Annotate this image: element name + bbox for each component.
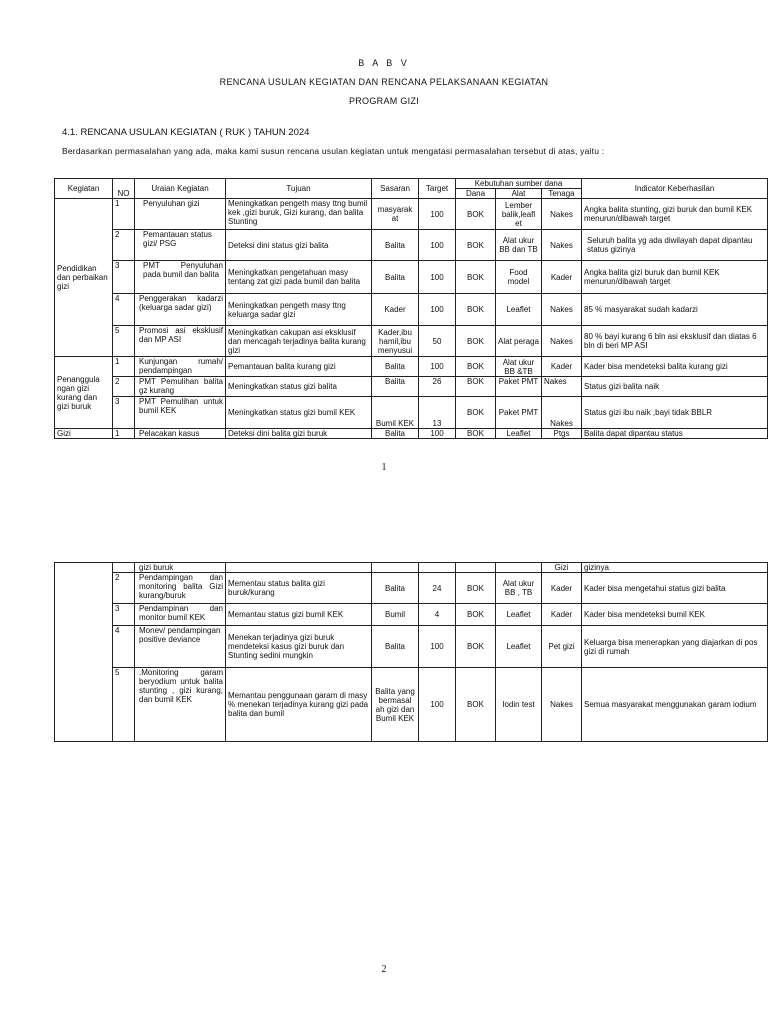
cell-tujuan: Memantau penggunaan garam di masy % menekan terjadinya kurang gizi pada balita dan bumil <box>226 668 372 742</box>
header-indicator: Indicator Keberhasilan <box>582 179 768 199</box>
cell-tujuan: Mementau status balita gizi buruk/kurang <box>226 573 372 604</box>
cell-tujuan: Meningkatkan cakupan asi eksklusif dan mencagah terjadinya balita kurang gizi <box>226 326 372 357</box>
cell-alat: Alat ukur BB dan TB <box>496 230 542 261</box>
cell-target: 100 <box>419 357 456 377</box>
cell-no: 3 <box>113 261 135 294</box>
cell-indikator: Seluruh balita yg ada diwilayah dapat dipantau status gizinya <box>582 230 768 261</box>
table-row <box>55 377 768 397</box>
cell-uraian: PMT Pemulihan balita gz kurang <box>135 377 226 397</box>
cell-dana: BOK <box>456 668 496 742</box>
cell-indikator: gizinya <box>582 563 768 573</box>
cell-target: 26 <box>419 377 456 397</box>
cell-dana: BOK <box>456 261 496 294</box>
cell-indikator: Status gizi balita naik <box>582 377 768 397</box>
cell-indikator: Kader bisa mendeteksi balita kurang gizi <box>582 357 768 377</box>
cell-indikator: Kader bisa mengetahui status gizi balita <box>582 573 768 604</box>
cell-dana: BOK <box>456 357 496 377</box>
cell-dana: BOK <box>456 377 496 397</box>
cell-indikator: Angka balita stunting, gizi buruk dan bumil KEK menurun/dibawah target <box>582 199 768 230</box>
table-row <box>55 563 768 573</box>
cell-sasaran: Balita <box>372 357 419 377</box>
cell-no: 2 <box>113 573 135 604</box>
table-row <box>55 357 768 377</box>
cell-tenaga: Nakes <box>542 294 582 326</box>
cell-no: 3 <box>113 397 135 429</box>
cell-target: 100 <box>419 261 456 294</box>
cell-target: 13 <box>419 397 456 429</box>
table-row <box>55 604 768 626</box>
cell-sasaran: Kader,ibu hamil,ibu menyusui <box>372 326 419 357</box>
cell-target: 100 <box>419 230 456 261</box>
cell-uraian: Pendampingan dan monitoring balita Gizi kurang/buruk <box>135 573 226 604</box>
cell-uraian: Pemantauan status gizi/ PSG <box>135 230 226 261</box>
cell-no: 5 <box>113 668 135 742</box>
table-row <box>55 429 768 439</box>
header-tenaga: Tenaga <box>542 189 582 199</box>
header-tujuan: Tujuan <box>226 179 372 199</box>
cell-tenaga: Nakes <box>542 199 582 230</box>
cell-indikator: Keluarga bisa menerapkan yang diajarkan di pos gizi di rumah <box>582 626 768 668</box>
cell-tenaga: Kader <box>542 357 582 377</box>
table-row <box>55 261 768 294</box>
group-penanggulangan: Penanggula ngan gizi kurang dan gizi buruk <box>55 357 113 429</box>
header-no: NO <box>113 179 135 199</box>
cell-uraian: PMT Penyuluhan pada bumil dan balita <box>135 261 226 294</box>
header-kebutuhan: Kebutuhan sumber dana <box>456 179 582 189</box>
cell-tenaga: Kader <box>542 261 582 294</box>
cell-indikator: 80 % bayi kurang 6 bln asi eksklusif dan diatas 6 bln di beri MP ASI <box>582 326 768 357</box>
table-row <box>55 326 768 357</box>
cell-uraian: Penyuluhan gizi <box>135 199 226 230</box>
cell-no: 3 <box>113 604 135 626</box>
cell-sasaran: masyarak at <box>372 199 419 230</box>
header-kegiatan: Kegiatan <box>55 179 113 199</box>
cell-alat: Iodin test <box>496 668 542 742</box>
cell-indikator: 85 % masyarakat sudah kadarzi <box>582 294 768 326</box>
cell-dana: BOK <box>456 326 496 357</box>
cell-sasaran: Balita yang bermasal ah gizi dan Bumil KEK <box>372 668 419 742</box>
cell-tenaga: Nakes <box>542 397 582 429</box>
cell-indikator: Angka balita gizi buruk dan bumil KEK menurun/dibawah target <box>582 261 768 294</box>
cell-indikator: Balita dapat dipantau status <box>582 429 768 439</box>
cell-indikator: Kader bisa mendeteksi bumil KEK <box>582 604 768 626</box>
cell-indikator: Status gizi ibu naik ,bayi tidak BBLR <box>582 397 768 429</box>
cell-alat: Leaflet <box>496 604 542 626</box>
cell-sasaran: Balita <box>372 573 419 604</box>
cell-dana: BOK <box>456 429 496 439</box>
cell-alat: Alat peraga <box>496 326 542 357</box>
cell-uraian: Penggerakan kadarzi (keluarga sadar gizi) <box>135 294 226 326</box>
cell-sasaran: Kader <box>372 294 419 326</box>
cell-tenaga: Nakes <box>542 326 582 357</box>
header-dana: Dana <box>456 189 496 199</box>
cell-alat: Paket PMT <box>496 397 542 429</box>
cell-tenaga: Nakes <box>542 377 582 397</box>
cell-sasaran: Bumil KEK <box>372 397 419 429</box>
cell-tujuan: Pemantauan balita kurang gizi <box>226 357 372 377</box>
cell-dana: BOK <box>456 397 496 429</box>
table-row <box>55 668 768 742</box>
cell-uraian: Promosi asi eksklusif dan MP ASI <box>135 326 226 357</box>
cell-tenaga: Kader <box>542 573 582 604</box>
cell-dana: BOK <box>456 294 496 326</box>
cell-alat: Leaflet <box>496 626 542 668</box>
cell-dana: BOK <box>456 199 496 230</box>
cell-tujuan: Memantau status gizi bumil KEK <box>226 604 372 626</box>
ruk-table-page2 <box>54 562 768 742</box>
header-alat: Alat <box>496 189 542 199</box>
cell-no: 4 <box>113 626 135 668</box>
cell-alat: Leaflet <box>496 294 542 326</box>
cell-target: 100 <box>419 668 456 742</box>
cell-sasaran: Balita <box>372 626 419 668</box>
cell-target: 100 <box>419 429 456 439</box>
table-row <box>55 397 768 429</box>
table-row <box>55 230 768 261</box>
cell-tujuan: Meningkatkan status gizi balita <box>226 377 372 397</box>
bab-heading: B A B V <box>358 58 410 68</box>
cell-tujuan: Meningkatkan status gizi bumil KEK <box>226 397 372 429</box>
cell-no: 2 <box>113 230 135 261</box>
cell-uraian: gizi buruk <box>135 563 226 573</box>
cell-no: 1 <box>113 357 135 377</box>
cell-target: 4 <box>419 604 456 626</box>
cell-dana: BOK <box>456 573 496 604</box>
cell-tenaga: Ptgs <box>542 429 582 439</box>
cell-tenaga: Nakes <box>542 230 582 261</box>
ruk-table-page1 <box>54 178 768 439</box>
intro-paragraph: Berdasarkan permasalahan yang ada, maka kami susun rencana usulan kegiatan untuk mengatasi permasalahan tersebut di atas, yaitu : <box>62 146 605 156</box>
cell-tenaga: Pet gizi <box>542 626 582 668</box>
cell-tujuan: Meningkatkan pengeth masy ttng bumil kek ,gizi buruk, Gizi kurang, dan balita Stunting <box>226 199 372 230</box>
cell-no: 2 <box>113 377 135 397</box>
cell-alat: Alat ukur BB &TB <box>496 357 542 377</box>
cell-tujuan: Deteksi dini status gizi balita <box>226 230 372 261</box>
cell-uraian: PMT Pemulihan untuk bumil KEK <box>135 397 226 429</box>
cell-no: 1 <box>113 199 135 230</box>
cell-uraian: Pelacakan kasus <box>135 429 226 439</box>
doc-title-line2: PROGRAM GIZI <box>348 96 420 106</box>
cell-tujuan: Deteksi dini balita gizi buruk <box>226 429 372 439</box>
cell-alat: Alat ukur BB , TB <box>496 573 542 604</box>
table-row <box>55 199 768 230</box>
cell-dana: BOK <box>456 626 496 668</box>
section-heading: 4.1. RENCANA USULAN KEGIATAN ( RUK ) TAHUN 2024 <box>62 127 310 138</box>
cell-uraian: Kunjungan rumah/ pendampingan <box>135 357 226 377</box>
cell-alat: Paket PMT <box>496 377 542 397</box>
cell-alat: Leaflet <box>496 429 542 439</box>
cell-dana: BOK <box>456 604 496 626</box>
page-number-1: 1 <box>381 462 387 473</box>
cell-sasaran: Balita <box>372 230 419 261</box>
cell-no: 1 <box>113 429 135 439</box>
cell-uraian: Monev/ pendampingan positive deviance <box>135 626 226 668</box>
cell-tujuan: Meningkatkan pengeth masy ttng keluarga sadar gizi <box>226 294 372 326</box>
group-gizi: Gizi <box>55 429 113 439</box>
header-uraian: Uraian Kegiatan <box>135 179 226 199</box>
cell-no: 4 <box>113 294 135 326</box>
cell-dana: BOK <box>456 230 496 261</box>
group-pendidikan: Pendidikan dan perbaikan gizi <box>55 199 113 357</box>
cell-tenaga: Gizi <box>542 563 582 573</box>
cell-indikator: Semua masyarakat menggunakan garam iodium <box>582 668 768 742</box>
doc-title-line1: RENCANA USULAN KEGIATAN DAN RENCANA PELAKSANAAN KEGIATAN <box>219 77 549 87</box>
cell-sasaran: Balita <box>372 261 419 294</box>
cell-tenaga: Nakes <box>542 668 582 742</box>
header-target: Target <box>419 179 456 199</box>
table-row <box>55 626 768 668</box>
cell-tujuan: Menekan terjadinya gizi buruk mendeteksi kasus gizi buruk dan Stunting sedini mungkin <box>226 626 372 668</box>
cell-sasaran: Bumil <box>372 604 419 626</box>
cell-no: 5 <box>113 326 135 357</box>
page-number-2: 2 <box>381 964 387 975</box>
table-row <box>55 573 768 604</box>
table-row <box>55 294 768 326</box>
cell-sasaran: Balita <box>372 429 419 439</box>
cell-target: 50 <box>419 326 456 357</box>
cell-alat: Lember balik,leafl et <box>496 199 542 230</box>
cell-uraian: .Monitoring garam beryodium untuk balita stunting , gizi kurang, dan bumil KEK <box>135 668 226 742</box>
cell-uraian: Pendampinan dan monitor bumil KEK <box>135 604 226 626</box>
cell-alat: Food model <box>496 261 542 294</box>
cell-target: 100 <box>419 199 456 230</box>
cell-target: 100 <box>419 626 456 668</box>
cell-target: 24 <box>419 573 456 604</box>
cell-target: 100 <box>419 294 456 326</box>
cell-tenaga: Kader <box>542 604 582 626</box>
cell-sasaran: Balita <box>372 377 419 397</box>
cell-tujuan: Meningkatkan pengetahuan masy tentang zat gizi pada bumil dan balita <box>226 261 372 294</box>
header-sasaran: Sasaran <box>372 179 419 199</box>
